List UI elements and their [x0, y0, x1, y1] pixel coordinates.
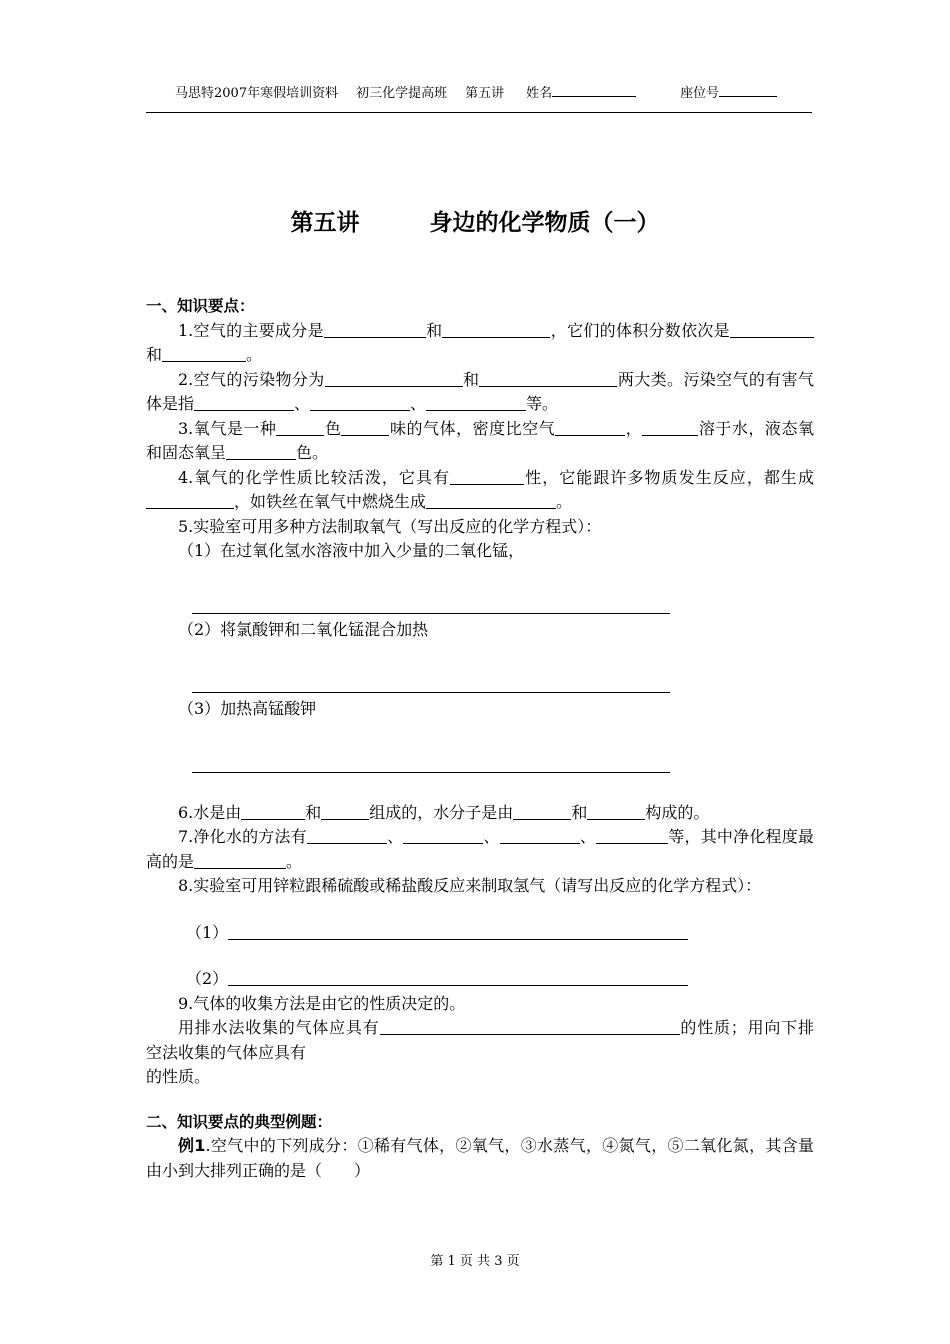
question-8-intro: 8.实验室可用锌粒跟稀硫酸或稀盐酸反应来制取氢气（请写出反应的化学方程式）： [178, 876, 762, 895]
q3-blank-5[interactable] [226, 444, 296, 460]
q1-text-a: 1.空气的主要成分是 [178, 320, 324, 340]
q1-text-e: 。 [246, 345, 263, 364]
q8-answer-line-1[interactable] [228, 924, 688, 940]
q2-text-c: 两大类。污染空气的有害气体是指 [146, 369, 814, 413]
q8-label-2: （2） [186, 969, 229, 988]
q1-blank-3[interactable] [730, 322, 814, 338]
question-4 [146, 466, 814, 515]
header-divider [146, 112, 812, 113]
q2-blank-3[interactable] [194, 395, 294, 411]
example-1 [146, 1134, 814, 1183]
q7-blank-2[interactable] [403, 828, 483, 844]
q2-blank-4[interactable] [310, 395, 410, 411]
q3-text-b: 色 [324, 418, 342, 438]
q6-text-c: 组成的，水分子是由 [369, 802, 514, 822]
question-6 [146, 801, 814, 826]
name-blank[interactable] [552, 85, 636, 97]
page-title [0, 204, 950, 237]
question-8-part-2 [146, 967, 814, 992]
q8-answer-line-2[interactable] [228, 970, 688, 986]
q8-label-1: （1） [186, 922, 229, 942]
q7-text-b: 、 [386, 827, 404, 846]
q6-text-b: 和 [305, 802, 322, 822]
q4-blank-1[interactable] [450, 469, 524, 485]
q3-text-e: 溶于水，液态氧和固态氧呈 [146, 418, 814, 462]
q6-text-a: 6.水是由 [178, 802, 242, 822]
q2-text-d: 、 [294, 394, 311, 413]
q3-blank-4[interactable] [642, 420, 698, 436]
q7-text-f: 。 [286, 851, 303, 871]
q6-blank-2[interactable] [321, 804, 369, 820]
q6-blank-4[interactable] [587, 804, 645, 820]
q9-text-a: 用排水法收集的气体应具有 [178, 1018, 380, 1037]
question-5-part-3: （3）加热高锰酸钾 [178, 699, 317, 718]
question-8-part-1 [146, 921, 814, 946]
page-footer: 第 1 页 共 3 页 [430, 1254, 520, 1269]
q3-text-c: 味的气体，密度比空气 [389, 418, 556, 438]
question-5-part-1: （1）在过氧化氢水溶液中加入少量的二氧化锰， [178, 541, 525, 560]
section2-heading: 二、知识要点的典型例题： [146, 1112, 333, 1131]
question-3 [146, 417, 814, 466]
header-course: 初三化学提高班 [356, 86, 448, 101]
question-5-part-2: （2）将氯酸钾和二氧化锰混合加热 [178, 619, 429, 639]
q2-blank-2[interactable] [479, 371, 617, 387]
q3-blank-3[interactable] [555, 420, 625, 436]
q7-blank-4[interactable] [596, 828, 668, 844]
q9-blank-1[interactable] [380, 1019, 680, 1035]
q1-blank-4[interactable] [162, 346, 246, 362]
q1-text-c: ，它们的体积分数依次是 [550, 320, 730, 340]
q9-text-b: 的性质；用向下排空法收集的气体应具有 [146, 1018, 814, 1062]
seat-blank[interactable] [719, 85, 777, 97]
q7-blank-1[interactable] [307, 828, 387, 844]
q2-text-b: 和 [462, 369, 480, 389]
title-topic: 身边的化学物质（一） [429, 210, 660, 236]
q3-blank-2[interactable] [341, 420, 389, 436]
page-header [175, 82, 777, 101]
q7-blank-3[interactable] [500, 828, 580, 844]
q2-text-a: 2.空气的污染物分为 [178, 369, 325, 389]
question-7 [146, 825, 814, 874]
q6-blank-1[interactable] [241, 804, 305, 820]
example-1-text: .空气中的下列成分：①稀有气体，②氧气，③水蒸气，④氮气，⑤二氧化氮，其含量由小到大排列正确的是（ ） [146, 1136, 814, 1180]
example-1-label: 例1 [178, 1136, 206, 1155]
question-2 [146, 368, 814, 417]
header-source: 马思特2007年寒假培训资料 [175, 86, 339, 101]
q3-blank-1[interactable] [276, 420, 324, 436]
q2-text-e: 、 [410, 394, 427, 413]
question-9-body [146, 1016, 814, 1090]
q3-text-d: ， [625, 418, 643, 438]
seat-label: 座位号 [680, 86, 720, 101]
q4-text-d: 。 [556, 492, 573, 511]
section1-heading: 一、知识要点： [146, 297, 255, 315]
q4-text-c: ，如铁丝在氧气中燃烧生成 [234, 492, 427, 511]
q7-text-d: 、 [579, 827, 597, 846]
q4-blank-2[interactable] [146, 493, 234, 509]
q4-blank-3[interactable] [426, 493, 556, 509]
question-5-intro: 5.实验室可用多种方法制取氧气（写出反应的化学方程式）： [178, 516, 602, 536]
q2-text-f: 等。 [526, 394, 559, 413]
q7-text-c: 、 [483, 827, 500, 846]
question-9-intro: 9.气体的收集方法是由它的性质决定的。 [178, 993, 466, 1013]
q3-text-a: 3.氧气是一种 [178, 418, 277, 438]
q7-blank-5[interactable] [194, 853, 286, 869]
q4-text-b: 性，它能跟许多物质发生反应，都生成 [524, 467, 814, 487]
q7-text-e: 等，其中净化程度最高的是 [146, 827, 814, 871]
q6-blank-3[interactable] [513, 804, 571, 820]
q7-text-a: 7.净化水的方法有 [178, 827, 307, 846]
header-lesson: 第五讲 [465, 86, 505, 101]
name-label: 姓名 [526, 86, 553, 101]
q3-text-f: 色。 [296, 443, 329, 462]
main-content [146, 294, 814, 1183]
q2-blank-5[interactable] [426, 395, 526, 411]
q1-text-b: 和 [425, 320, 443, 340]
title-lesson: 第五讲 [290, 210, 360, 236]
q1-blank-1[interactable] [324, 322, 426, 338]
q2-blank-1[interactable] [325, 371, 463, 387]
q4-text-a: 4.氧气的化学性质比较活泼，它具有 [178, 467, 451, 487]
q1-blank-2[interactable] [442, 322, 550, 338]
q6-text-d: 和 [571, 802, 588, 822]
q9-text-c: 的性质。 [146, 1067, 211, 1086]
q6-text-e: 构成的。 [645, 802, 710, 822]
q1-text-d: 和 [146, 345, 163, 364]
question-1 [146, 319, 814, 368]
